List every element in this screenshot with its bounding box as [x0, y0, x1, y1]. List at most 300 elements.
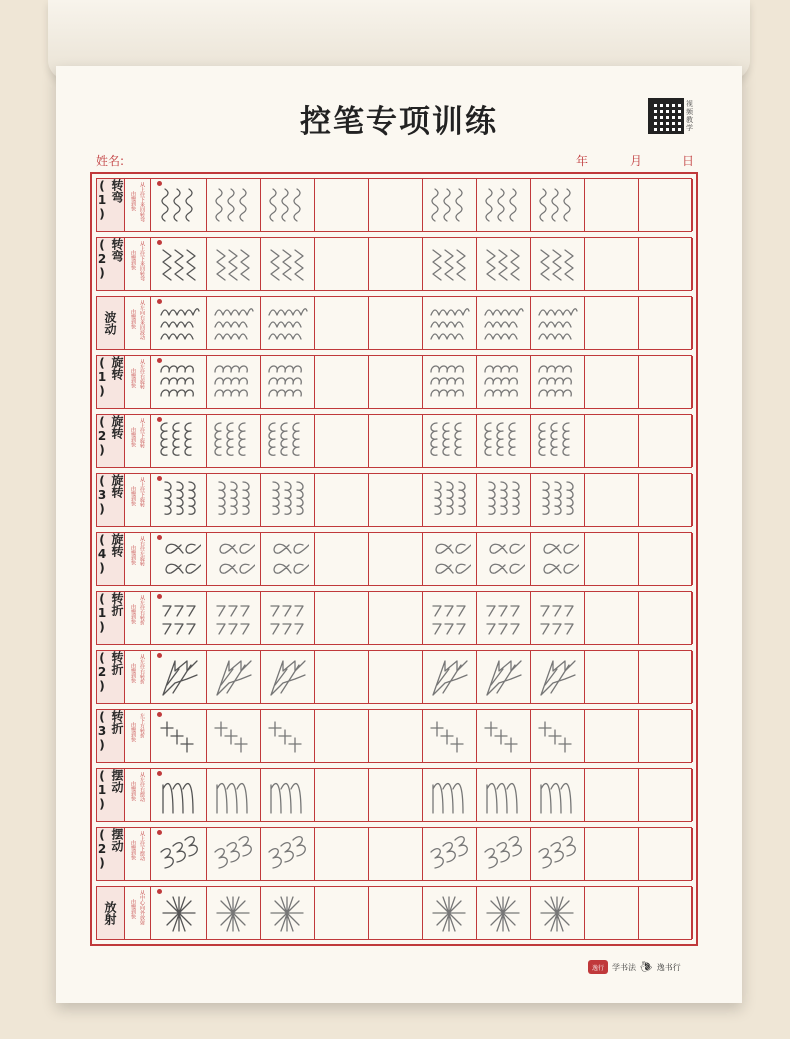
blank-practice-cell[interactable] [639, 769, 693, 821]
row-instruction [125, 769, 151, 821]
blank-practice-cell[interactable] [369, 415, 423, 467]
blank-practice-cell[interactable] [639, 474, 693, 526]
trace-cell[interactable] [531, 828, 585, 880]
date-month-label: 月 [630, 154, 643, 168]
instruction-speed: 由慢到快 [130, 663, 136, 683]
trace-cell[interactable] [423, 297, 477, 349]
start-point-marker [157, 535, 162, 540]
stroke-pattern [213, 537, 255, 581]
stroke-pattern [483, 773, 525, 817]
trace-cell[interactable] [207, 651, 261, 703]
date-year-label: 年 [576, 154, 589, 168]
stroke-pattern [483, 596, 525, 640]
trace-cell[interactable] [153, 415, 207, 467]
trace-cell[interactable] [423, 179, 477, 231]
brand-seal: 逸行 [588, 960, 608, 974]
instruction-speed: 由慢到快 [130, 722, 136, 742]
start-point-marker [157, 476, 162, 481]
trace-cell[interactable] [207, 887, 261, 939]
trace-cell[interactable] [423, 651, 477, 703]
blank-practice-cell[interactable] [639, 179, 693, 231]
blank-practice-cell[interactable] [585, 769, 639, 821]
trace-cell[interactable] [531, 238, 585, 290]
stroke-pattern [267, 714, 309, 758]
stroke-pattern [537, 714, 579, 758]
blank-practice-cell[interactable] [315, 533, 369, 585]
stroke-pattern [213, 655, 255, 699]
trace-cell[interactable] [207, 769, 261, 821]
blank-practice-cell[interactable] [369, 592, 423, 644]
practice-row [96, 237, 692, 291]
trace-cell[interactable] [261, 238, 315, 290]
trace-cell[interactable] [153, 238, 207, 290]
stroke-pattern [537, 301, 579, 345]
practice-row [96, 178, 692, 232]
blank-practice-cell[interactable] [585, 533, 639, 585]
row-label: 摆动(2) [97, 828, 125, 880]
practice-row [96, 827, 692, 881]
trace-cell[interactable] [261, 474, 315, 526]
instruction-direction: 从右往左旋转 [139, 536, 145, 566]
trace-cell[interactable] [207, 356, 261, 408]
trace-cell[interactable] [261, 297, 315, 349]
row-instruction [125, 533, 151, 585]
trace-cell[interactable] [531, 769, 585, 821]
stroke-pattern [483, 360, 525, 404]
practice-row [96, 532, 692, 586]
stroke-pattern [429, 301, 471, 345]
start-point-marker [157, 653, 162, 658]
stroke-pattern [159, 596, 201, 640]
row-label: 转折(2) [97, 651, 125, 703]
blank-practice-cell[interactable] [639, 356, 693, 408]
name-label: 姓名: [96, 154, 125, 168]
blank-practice-cell[interactable] [369, 356, 423, 408]
stroke-pattern [267, 832, 309, 876]
trace-cell[interactable] [423, 356, 477, 408]
trace-cell[interactable] [477, 297, 531, 349]
trace-cell[interactable] [477, 710, 531, 762]
stroke-pattern [267, 773, 309, 817]
stroke-pattern [267, 891, 309, 935]
worksheet-page [56, 66, 742, 1003]
stroke-pattern [267, 419, 309, 463]
stroke-pattern [483, 714, 525, 758]
stroke-pattern [267, 360, 309, 404]
trace-cell[interactable] [153, 533, 207, 585]
stroke-pattern [483, 891, 525, 935]
stroke-pattern [213, 360, 255, 404]
stroke-pattern [429, 360, 471, 404]
trace-cell[interactable] [477, 179, 531, 231]
stroke-pattern [159, 478, 201, 522]
stroke-pattern [537, 773, 579, 817]
practice-row [96, 355, 692, 409]
stroke-pattern [213, 183, 255, 227]
practice-row [96, 886, 692, 940]
trace-cell[interactable] [261, 887, 315, 939]
practice-row [96, 768, 692, 822]
blank-practice-cell[interactable] [315, 356, 369, 408]
blank-practice-cell[interactable] [369, 474, 423, 526]
page-title: 控笔专项训练 [300, 104, 498, 140]
blank-practice-cell[interactable] [585, 710, 639, 762]
instruction-direction: 从左往右摆动 [139, 772, 145, 802]
instruction-speed: 由慢到快 [130, 368, 136, 388]
trace-cell[interactable] [261, 533, 315, 585]
trace-cell[interactable] [261, 179, 315, 231]
stroke-pattern [159, 242, 201, 286]
stroke-pattern [429, 655, 471, 699]
start-point-marker [157, 712, 162, 717]
trace-cell[interactable] [261, 828, 315, 880]
practice-row [96, 709, 692, 763]
footer-brand [588, 960, 681, 974]
snail-icon: 🐌︎ [640, 961, 653, 973]
stroke-pattern [267, 655, 309, 699]
stroke-pattern [429, 478, 471, 522]
row-label: 旋转(4) [97, 533, 125, 585]
trace-cell[interactable] [531, 415, 585, 467]
brand-text-2: 逸书行 [656, 962, 681, 972]
trace-cell[interactable] [207, 592, 261, 644]
trace-cell[interactable] [423, 474, 477, 526]
blank-practice-cell[interactable] [369, 238, 423, 290]
trace-cell[interactable] [531, 356, 585, 408]
trace-cell[interactable] [531, 710, 585, 762]
trace-cell[interactable] [207, 238, 261, 290]
brand-text-1: 学书法 [612, 962, 636, 972]
trace-cell[interactable] [531, 533, 585, 585]
trace-cell[interactable] [261, 592, 315, 644]
stroke-pattern [267, 537, 309, 581]
stroke-pattern [159, 419, 201, 463]
blank-practice-cell[interactable] [315, 415, 369, 467]
trace-cell[interactable] [153, 769, 207, 821]
stroke-pattern [537, 596, 579, 640]
row-instruction [125, 710, 151, 762]
blank-practice-cell[interactable] [315, 769, 369, 821]
instruction-speed: 由慢到快 [130, 250, 136, 270]
start-point-marker [157, 889, 162, 894]
blank-practice-cell[interactable] [315, 651, 369, 703]
stroke-pattern [213, 478, 255, 522]
start-point-marker [157, 417, 162, 422]
blank-practice-cell[interactable] [585, 179, 639, 231]
instruction-direction: 从左向右来回波动 [139, 300, 145, 340]
row-label: 放射 [97, 887, 125, 939]
stroke-pattern [483, 242, 525, 286]
practice-row [96, 414, 692, 468]
stroke-pattern [267, 242, 309, 286]
trace-cell[interactable] [531, 651, 585, 703]
stroke-pattern [483, 183, 525, 227]
stroke-pattern [213, 242, 255, 286]
instruction-speed: 由慢到快 [130, 191, 136, 211]
start-point-marker [157, 358, 162, 363]
stroke-pattern [159, 714, 201, 758]
stroke-pattern [267, 183, 309, 227]
stroke-pattern [213, 891, 255, 935]
row-label: 转弯(2) [97, 238, 125, 290]
blank-practice-cell[interactable] [585, 887, 639, 939]
instruction-direction: 从中心向外放射 [139, 890, 145, 925]
trace-cell[interactable] [423, 533, 477, 585]
blank-practice-cell[interactable] [639, 828, 693, 880]
start-point-marker [157, 240, 162, 245]
row-label: 转折(3) [97, 710, 125, 762]
row-instruction [125, 356, 151, 408]
trace-cell[interactable] [531, 592, 585, 644]
blank-practice-cell[interactable] [639, 533, 693, 585]
stroke-pattern [213, 301, 255, 345]
instruction-speed: 由慢到快 [130, 840, 136, 860]
instruction-direction: 从左往右转折 [139, 654, 145, 684]
row-label: 波动 [97, 297, 125, 349]
blank-practice-cell[interactable] [315, 592, 369, 644]
stroke-pattern [537, 242, 579, 286]
trace-cell[interactable] [423, 710, 477, 762]
blank-practice-cell[interactable] [585, 415, 639, 467]
stroke-pattern [429, 183, 471, 227]
stroke-pattern [483, 655, 525, 699]
trace-cell[interactable] [207, 710, 261, 762]
stroke-pattern [537, 655, 579, 699]
blank-practice-cell[interactable] [639, 415, 693, 467]
blank-practice-cell[interactable] [315, 238, 369, 290]
trace-cell[interactable] [477, 415, 531, 467]
trace-cell[interactable] [477, 887, 531, 939]
trace-cell[interactable] [207, 474, 261, 526]
trace-cell[interactable] [153, 592, 207, 644]
blank-practice-cell[interactable] [585, 474, 639, 526]
stroke-pattern [159, 832, 201, 876]
blank-practice-cell[interactable] [315, 297, 369, 349]
trace-cell[interactable] [477, 769, 531, 821]
trace-cell[interactable] [531, 887, 585, 939]
trace-cell[interactable] [261, 769, 315, 821]
stroke-pattern [537, 832, 579, 876]
stroke-pattern [267, 301, 309, 345]
trace-cell[interactable] [531, 474, 585, 526]
trace-cell[interactable] [153, 651, 207, 703]
trace-cell[interactable] [153, 179, 207, 231]
blank-practice-cell[interactable] [585, 238, 639, 290]
row-instruction [125, 592, 151, 644]
instruction-direction: 从左往右旋转 [139, 359, 145, 389]
blank-practice-cell[interactable] [369, 179, 423, 231]
stroke-pattern [483, 537, 525, 581]
stroke-pattern [159, 183, 201, 227]
stroke-pattern [483, 478, 525, 522]
stroke-pattern [159, 301, 201, 345]
row-instruction [125, 297, 151, 349]
trace-cell[interactable] [153, 828, 207, 880]
start-point-marker [157, 830, 162, 835]
trace-cell[interactable] [423, 887, 477, 939]
instruction-direction: 从上往下来回转弯 [139, 182, 145, 222]
blank-practice-cell[interactable] [315, 887, 369, 939]
blank-practice-cell[interactable] [369, 887, 423, 939]
stroke-pattern [429, 242, 471, 286]
blank-practice-cell[interactable] [315, 828, 369, 880]
student-info-row [96, 152, 698, 168]
trace-cell[interactable] [477, 592, 531, 644]
stroke-pattern [483, 832, 525, 876]
practice-row [96, 650, 692, 704]
stroke-pattern [429, 832, 471, 876]
qr-code-icon[interactable] [648, 98, 684, 134]
stroke-pattern [537, 360, 579, 404]
trace-cell[interactable] [261, 651, 315, 703]
row-instruction [125, 828, 151, 880]
blank-practice-cell[interactable] [585, 651, 639, 703]
stroke-pattern [267, 478, 309, 522]
instruction-speed: 由慢到快 [130, 486, 136, 506]
trace-cell[interactable] [207, 533, 261, 585]
trace-cell[interactable] [153, 297, 207, 349]
blank-practice-cell[interactable] [369, 651, 423, 703]
trace-cell[interactable] [423, 415, 477, 467]
instruction-direction: 从上往下旋转 [139, 418, 145, 448]
instruction-speed: 由慢到快 [130, 427, 136, 447]
blank-practice-cell[interactable] [639, 887, 693, 939]
blank-practice-cell[interactable] [585, 592, 639, 644]
row-label: 旋转(2) [97, 415, 125, 467]
trace-cell[interactable] [207, 179, 261, 231]
instruction-direction: 从左往右转折 [139, 595, 145, 625]
stroke-pattern [213, 419, 255, 463]
row-label: 转弯(1) [97, 179, 125, 231]
row-instruction [125, 179, 151, 231]
trace-cell[interactable] [261, 356, 315, 408]
blank-practice-cell[interactable] [369, 297, 423, 349]
stroke-pattern [537, 419, 579, 463]
trace-cell[interactable] [531, 297, 585, 349]
instruction-direction: 从上往下旋转 [139, 477, 145, 507]
date-day-label: 日 [682, 154, 695, 168]
trace-cell[interactable] [153, 710, 207, 762]
trace-cell[interactable] [477, 356, 531, 408]
instruction-speed: 由慢到快 [130, 899, 136, 919]
stroke-pattern [213, 714, 255, 758]
blank-practice-cell[interactable] [585, 297, 639, 349]
practice-row [96, 591, 692, 645]
practice-grid [90, 172, 698, 946]
instruction-direction: 从上往下来回转弯 [139, 241, 145, 281]
trace-cell[interactable] [477, 238, 531, 290]
stroke-pattern [537, 891, 579, 935]
trace-cell[interactable] [207, 828, 261, 880]
instruction-speed: 由慢到快 [130, 604, 136, 624]
blank-practice-cell[interactable] [585, 356, 639, 408]
blank-practice-cell[interactable] [639, 651, 693, 703]
blank-practice-cell[interactable] [369, 769, 423, 821]
trace-cell[interactable] [153, 887, 207, 939]
blank-practice-cell[interactable] [315, 179, 369, 231]
stroke-pattern [537, 537, 579, 581]
blank-practice-cell[interactable] [639, 297, 693, 349]
qr-label: 视频教学 [686, 100, 693, 132]
trace-cell[interactable] [477, 474, 531, 526]
stroke-pattern [429, 891, 471, 935]
instruction-direction: 从上往下摆动 [139, 831, 145, 861]
practice-row [96, 296, 692, 350]
row-instruction [125, 415, 151, 467]
trace-cell[interactable] [207, 415, 261, 467]
blank-practice-cell[interactable] [639, 592, 693, 644]
trace-cell[interactable] [423, 828, 477, 880]
blank-practice-cell[interactable] [585, 828, 639, 880]
stroke-pattern [537, 478, 579, 522]
row-instruction [125, 887, 151, 939]
stroke-pattern [159, 655, 201, 699]
stroke-pattern [213, 832, 255, 876]
trace-cell[interactable] [261, 710, 315, 762]
trace-cell[interactable] [153, 356, 207, 408]
blank-practice-cell[interactable] [315, 710, 369, 762]
start-point-marker [157, 771, 162, 776]
trace-cell[interactable] [477, 533, 531, 585]
stroke-pattern [429, 596, 471, 640]
stroke-pattern [159, 537, 201, 581]
trace-cell[interactable] [153, 474, 207, 526]
row-instruction [125, 651, 151, 703]
blank-practice-cell[interactable] [369, 828, 423, 880]
row-label: 旋转(1) [97, 356, 125, 408]
stroke-pattern [429, 714, 471, 758]
row-label: 转折(1) [97, 592, 125, 644]
trace-cell[interactable] [423, 769, 477, 821]
trace-cell[interactable] [261, 415, 315, 467]
practice-row [96, 473, 692, 527]
stroke-pattern [159, 891, 201, 935]
stroke-pattern [213, 773, 255, 817]
row-label: 摆动(1) [97, 769, 125, 821]
stroke-pattern [267, 596, 309, 640]
trace-cell[interactable] [423, 592, 477, 644]
row-label: 旋转(3) [97, 474, 125, 526]
row-instruction [125, 238, 151, 290]
trace-cell[interactable] [207, 297, 261, 349]
blank-practice-cell[interactable] [639, 710, 693, 762]
stroke-pattern [213, 596, 255, 640]
trace-cell[interactable] [423, 238, 477, 290]
start-point-marker [157, 594, 162, 599]
blank-practice-cell[interactable] [639, 238, 693, 290]
trace-cell[interactable] [477, 828, 531, 880]
blank-practice-cell[interactable] [369, 710, 423, 762]
instruction-speed: 由慢到快 [130, 545, 136, 565]
trace-cell[interactable] [477, 651, 531, 703]
blank-practice-cell[interactable] [315, 474, 369, 526]
instruction-speed: 由慢到快 [130, 781, 136, 801]
instruction-direction: 左下方转折 [139, 713, 145, 738]
stroke-pattern [429, 773, 471, 817]
start-point-marker [157, 299, 162, 304]
stroke-pattern [483, 301, 525, 345]
start-point-marker [157, 181, 162, 186]
stroke-pattern [483, 419, 525, 463]
stroke-pattern [429, 419, 471, 463]
instruction-speed: 由慢到快 [130, 309, 136, 329]
stroke-pattern [429, 537, 471, 581]
row-instruction [125, 474, 151, 526]
trace-cell[interactable] [531, 179, 585, 231]
stroke-pattern [537, 183, 579, 227]
blank-practice-cell[interactable] [369, 533, 423, 585]
stroke-pattern [159, 773, 201, 817]
